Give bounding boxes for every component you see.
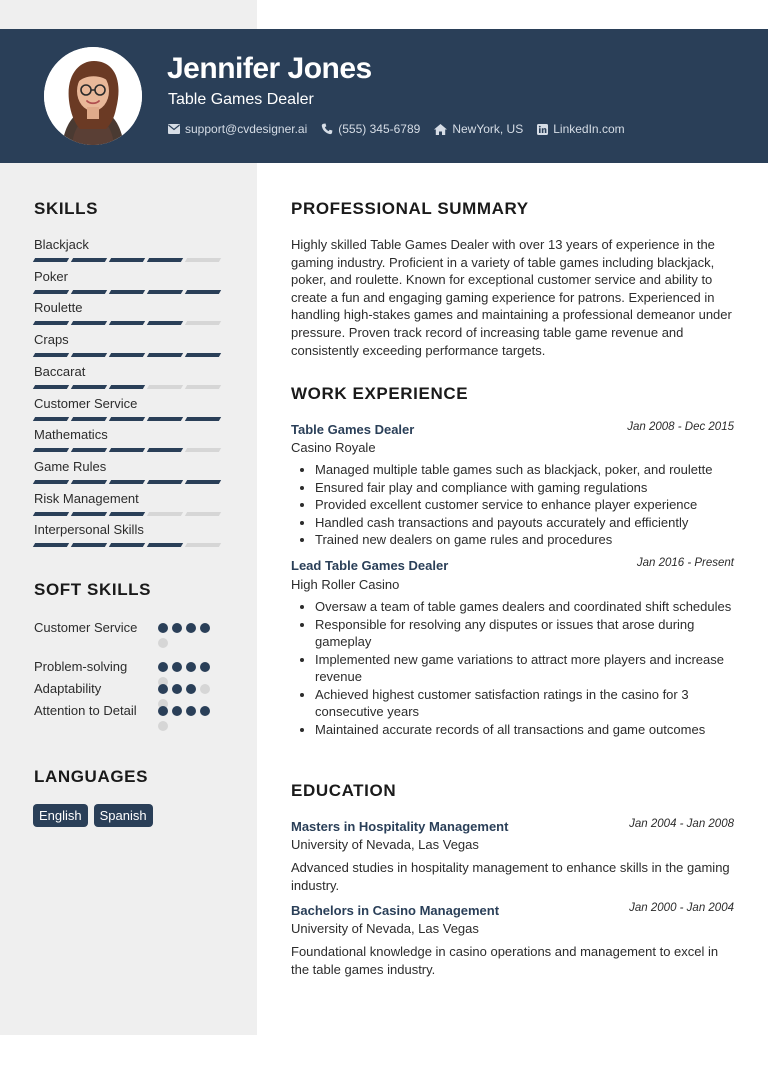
skill-item [34,364,224,389]
soft-skills-title: SOFT SKILLS [34,580,152,599]
skill-level-segment [109,512,145,516]
skill-label: Customer Service [34,395,138,411]
skill-level-segment [33,258,69,262]
skill-item [34,300,224,325]
skill-level-segment [109,448,145,452]
skill-level-segment [147,258,183,262]
rating-dot [158,623,168,633]
skill-item [34,427,224,452]
skill-level-segment [71,290,107,294]
envelope-icon [168,124,180,134]
skill-level-bar [34,448,224,452]
rating-dot [158,706,168,716]
skill-level-segment [147,512,183,516]
skill-label: Poker [34,268,68,284]
skill-level-segment [185,512,221,516]
experience-title: WORK EXPERIENCE [291,384,469,403]
soft-skill-label: Attention to Detail [34,703,137,718]
contact-phone[interactable] [321,122,420,136]
list-item: • Oversaw a team of table games dealers and coordinated shift schedules [315,598,739,616]
skill-level-segment [71,512,107,516]
soft-skill-label: Problem-solving [34,659,128,674]
job-company: Casino Royale [291,440,376,455]
language-badge: Spanish [94,804,153,827]
skill-level-segment [147,321,183,325]
list-item: • Implemented new game variations to attract more players and increase revenue [315,651,739,686]
soft-skill-rating [158,623,214,648]
rating-dot [172,706,182,716]
summary-text: Highly skilled Table Games Dealer with over 13 years of experience in the gaming industry. Proficient in a variety of table games including blackjack, poker, and roulette. Known for exceptional customer service and ability to create a fun and engaging gaming experience for patrons. Experienced in handling high-stakes games and maintaining a professional demeanor under pressure. Proven track record of increasing table game revenue and consistently exceeding performance targets. [291,237,732,358]
skill-item [34,491,224,516]
skill-level-segment [33,448,69,452]
job-dates: Jan 2016 - Present [636,557,734,569]
language-badge: English [33,804,88,827]
skill-level-bar [34,417,224,421]
skill-level-segment [185,353,221,357]
candidate-role: Table Games Dealer [168,91,314,108]
profile-photo [44,47,142,145]
skill-item [34,332,224,357]
skill-level-bar [34,480,224,484]
skill-level-segment [71,480,107,484]
rating-dot [200,623,210,633]
skill-label: Game Rules [34,458,107,474]
skill-level-segment [185,543,221,547]
skill-label: Baccarat [34,363,86,379]
skill-level-segment [109,353,145,357]
skill-level-bar [34,290,224,294]
skill-level-segment [185,385,221,389]
list-item: • Trained new dealers on game rules and procedures [315,531,739,549]
degree-dates: Jan 2000 - Jan 2004 [629,902,734,914]
skill-level-segment [33,543,69,547]
skill-level-segment [33,385,69,389]
contact-location [434,122,523,136]
skill-level-segment [109,417,145,421]
job-bullets [291,598,739,738]
home-icon [434,124,447,135]
degree-title: Masters in Hospitality Management [291,819,509,834]
rating-dot [200,684,210,694]
rating-dot [186,623,196,633]
skill-level-bar [34,258,224,262]
skill-level-segment [185,258,221,262]
skill-level-segment [185,448,221,452]
degree-title: Bachelors in Casino Management [291,903,500,918]
skill-level-segment [109,290,145,294]
degree-description: Foundational knowledge in casino operations and management to excel in the table games industry. [291,944,719,977]
skill-label: Craps [34,332,69,348]
skill-level-segment [185,290,221,294]
skill-level-segment [71,543,107,547]
skill-label: Roulette [34,300,83,316]
skill-label: Mathematics [34,427,108,443]
skill-level-segment [33,480,69,484]
skill-level-segment [147,448,183,452]
rating-dot [172,623,182,633]
education-title: EDUCATION [291,781,397,800]
list-item: • Responsible for resolving any disputes or issues that arose during gameplay [315,616,739,651]
languages-list [33,804,153,827]
soft-skill-label: Customer Service [34,620,138,635]
skill-label: Risk Management [34,490,139,506]
list-item: • Handled cash transactions and payouts accurately and efficiently [315,514,739,532]
skill-level-segment [109,480,145,484]
skill-level-segment [147,543,183,547]
list-item: • Ensured fair play and compliance with gaming regulations [315,479,739,497]
job-title: Table Games Dealer [291,422,415,437]
contact-linkedin-text: LinkedIn.com [553,122,625,136]
rating-dot [172,662,182,672]
summary-title: PROFESSIONAL SUMMARY [291,199,529,218]
linkedin-icon [537,124,548,135]
skill-level-segment [71,258,107,262]
contact-row [168,122,625,136]
school-name: University of Nevada, Las Vegas [291,837,479,852]
skill-level-segment [147,385,183,389]
rating-dot [200,662,210,672]
rating-dot [186,684,196,694]
skill-level-segment [71,385,107,389]
contact-email[interactable] [168,122,307,136]
skill-level-segment [185,321,221,325]
skill-level-segment [185,417,221,421]
skills-title: SKILLS [34,199,99,218]
list-item: • Achieved highest customer satisfaction ratings in the casino for 3 consecutive years [315,686,739,721]
degree-dates: Jan 2004 - Jan 2008 [629,818,734,830]
degree-description: Advanced studies in hospitality management to enhance skills in the gaming industry. [291,860,730,893]
contact-location-text: NewYork, US [452,122,524,136]
skill-level-bar [34,543,224,547]
skill-level-segment [33,353,69,357]
skill-level-segment [33,321,69,325]
skill-level-bar [34,353,224,357]
job-dates: Jan 2008 - Dec 2015 [627,421,734,433]
rating-dot [158,662,168,672]
skill-level-segment [147,480,183,484]
rating-dot [158,638,168,648]
skill-item [34,459,224,484]
contact-linkedin[interactable] [537,122,624,136]
list-item: • Managed multiple table games such as blackjack, poker, and roulette [315,461,739,479]
skill-level-segment [33,417,69,421]
job-bullets [291,461,739,549]
skill-level-segment [147,290,183,294]
skill-item [34,237,224,262]
candidate-name: Jennifer Jones [167,52,372,85]
soft-skill-label: Adaptability [34,681,102,696]
skill-level-segment [71,321,107,325]
job-company: High Roller Casino [291,577,400,592]
contact-email-text: support@cvdesigner.ai [185,122,308,136]
skill-level-segment [33,512,69,516]
skill-level-bar [34,385,224,389]
skill-label: Blackjack [34,237,89,252]
rating-dot [186,706,196,716]
skill-item [34,522,224,547]
job-title: Lead Table Games Dealer [291,558,449,573]
phone-icon [321,123,333,135]
skill-level-segment [109,258,145,262]
skill-level-bar [34,321,224,325]
soft-skill-rating [158,706,214,731]
skill-label: Interpersonal Skills [34,522,144,538]
rating-dot [158,721,168,731]
skill-level-segment [109,385,145,389]
rating-dot [158,684,168,694]
skill-level-segment [109,543,145,547]
skill-item [34,396,224,421]
skill-level-segment [71,448,107,452]
school-name: University of Nevada, Las Vegas [291,921,479,936]
list-item: • Provided excellent customer service to enhance player experience [315,496,739,514]
skill-level-segment [147,417,183,421]
rating-dot [172,684,182,694]
skill-level-segment [71,417,107,421]
rating-dot [200,706,210,716]
skill-level-segment [109,321,145,325]
skill-level-segment [185,480,221,484]
list-item: • Maintained accurate records of all transactions and game outcomes [315,721,739,739]
skill-level-segment [33,290,69,294]
languages-title: LANGUAGES [34,767,149,786]
skill-level-bar [34,512,224,516]
skill-level-segment [71,353,107,357]
rating-dot [186,662,196,672]
skill-level-segment [147,353,183,357]
skill-item [34,269,224,294]
contact-phone-text: (555) 345-6789 [338,122,421,136]
